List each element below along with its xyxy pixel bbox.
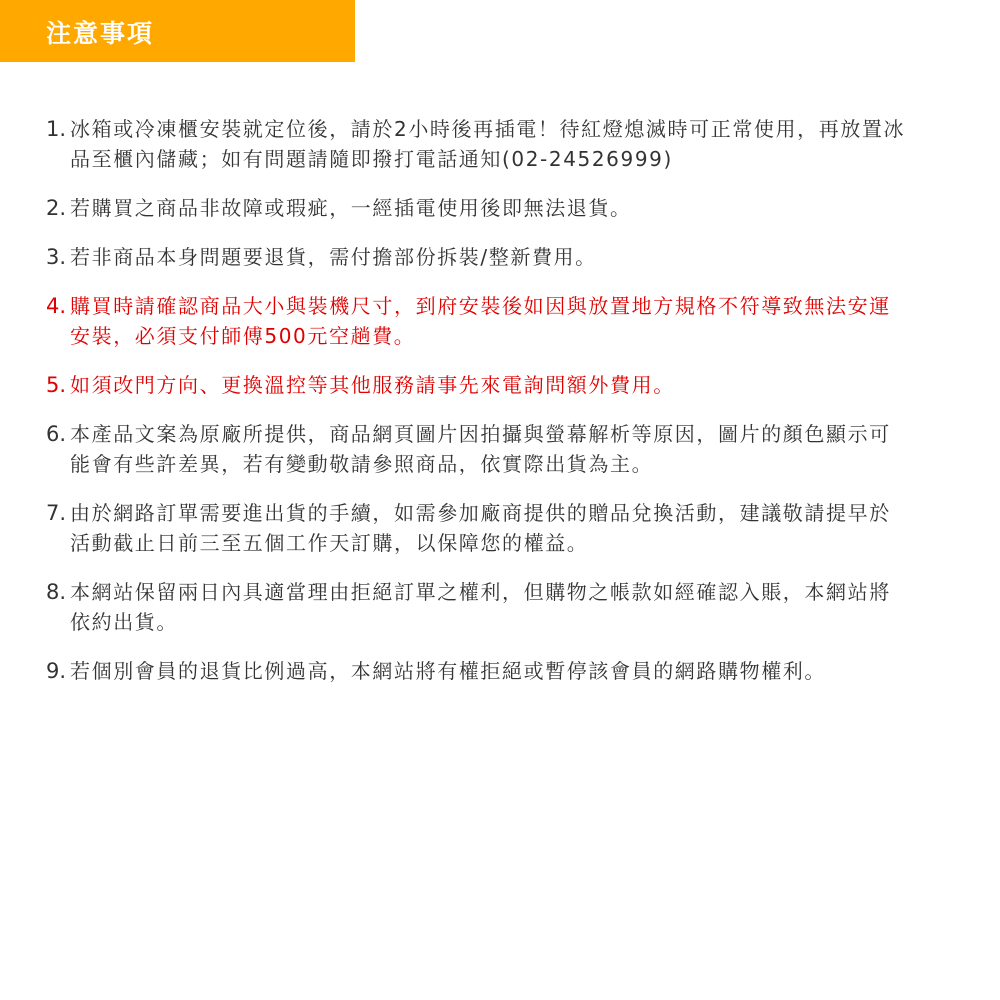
notice-item: [46, 291, 996, 351]
notice-item: [46, 242, 996, 272]
item-number: 1.: [46, 117, 67, 141]
item-number: 6.: [46, 422, 67, 446]
item-text-line: 若購買之商品非故障或瑕疵，一經插電使用後即無法退貨。: [70, 196, 632, 220]
item-text-line: 本網站保留兩日內具適當理由拒絕訂單之權利，但購物之帳款如經確認入賬，本網站將: [70, 580, 891, 604]
item-text-line: 若個別會員的退貨比例過高，本網站將有權拒絕或暫停該會員的網路購物權利。: [70, 659, 826, 683]
item-text-line: 安裝，必須支付師傅500元空趟費。: [70, 324, 416, 348]
notice-item: [46, 577, 996, 637]
item-text-line: 活動截止日前三至五個工作天訂購，以保障您的權益。: [70, 531, 589, 555]
notice-item: [46, 656, 996, 686]
item-text-line: 品至櫃內儲藏；如有問題請隨即撥打電話通知(02-24526999): [70, 147, 673, 171]
item-number: 8.: [46, 580, 67, 604]
notice-list: [46, 114, 996, 705]
item-text-line: 依約出貨。: [70, 610, 178, 634]
page-title: 注意事項: [46, 19, 155, 48]
item-text-line: 由於網路訂單需要進出貨的手續，如需參加廠商提供的贈品兌換活動，建議敬請提早於: [70, 501, 891, 525]
notice-item: [46, 114, 996, 174]
item-text-line: 能會有些許差異，若有變動敬請參照商品，依實際出貨為主。: [70, 452, 654, 476]
item-number: 9.: [46, 659, 67, 683]
item-number: 2.: [46, 196, 67, 220]
item-number: 7.: [46, 501, 67, 525]
item-text-line: 如須改門方向、更換溫控等其他服務請事先來電詢問額外費用。: [70, 373, 675, 397]
item-text-line: 購買時請確認商品大小與裝機尺寸，到府安裝後如因與放置地方規格不符導致無法安運: [70, 294, 891, 318]
header-banner: [0, 0, 355, 62]
notice-item: [46, 419, 996, 479]
item-text-line: 本產品文案為原廠所提供，商品網頁圖片因拍攝與螢幕解析等原因，圖片的顏色顯示可: [70, 422, 891, 446]
notice-item: [46, 193, 996, 223]
item-number: 4.: [46, 294, 67, 318]
notice-item: [46, 370, 996, 400]
item-text-line: 冰箱或冷凍櫃安裝就定位後，請於2小時後再插電！待紅燈熄滅時可正常使用，再放置冰: [70, 117, 906, 141]
item-number: 5.: [46, 373, 67, 397]
item-text-line: 若非商品本身問題要退貨，需付擔部份拆裝/整新費用。: [70, 245, 597, 269]
notice-item: [46, 498, 996, 558]
item-number: 3.: [46, 245, 67, 269]
